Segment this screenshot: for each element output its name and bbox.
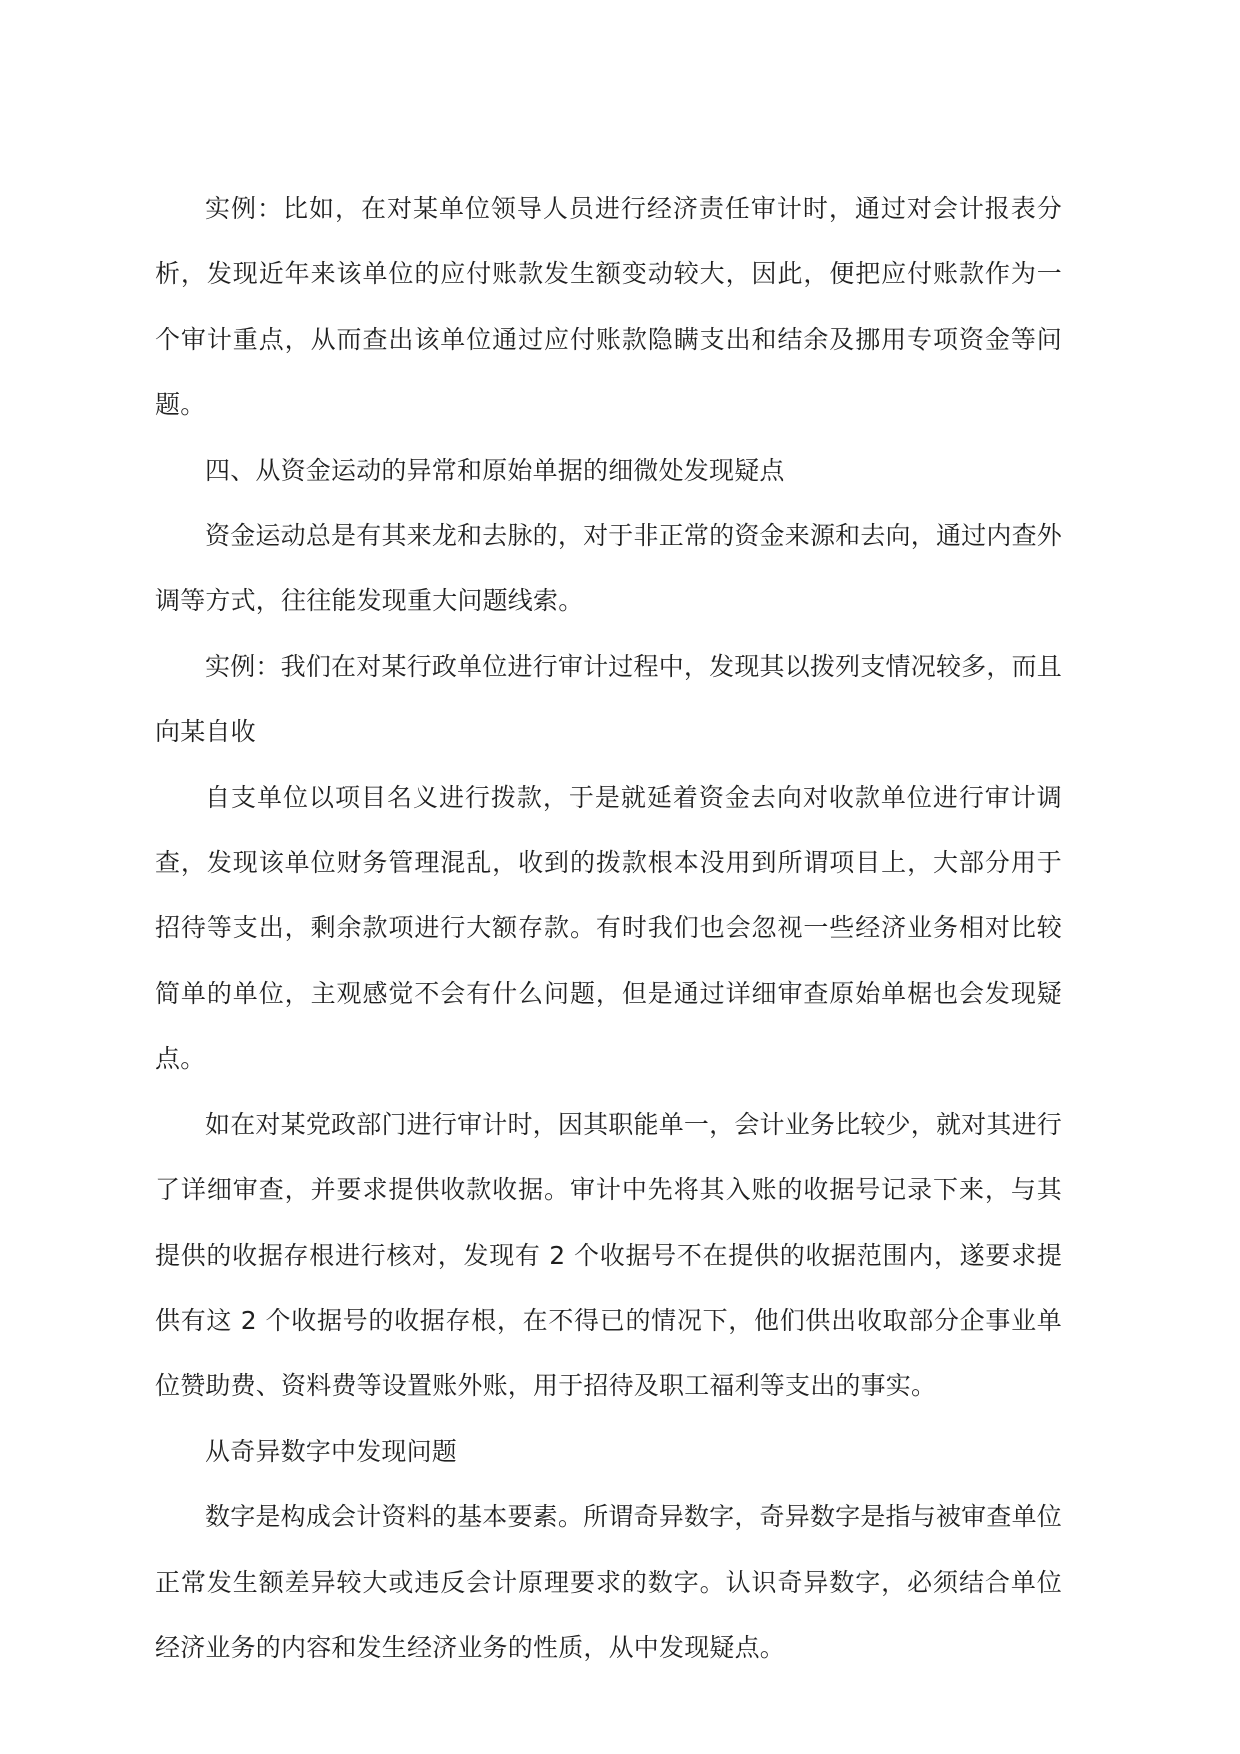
document-body [155, 176, 1062, 1680]
paragraph-example-payables: 实例：比如，在对某单位领导人员进行经济责任审计时，通过对会计报表分析，发现近年来该单位的应付账款发生额变动较大，因此，便把应付账款作为一个审计重点，从而查出该单位通过应付账款隐瞒支出和结余及挪用专项资金等问题。 [155, 194, 1062, 420]
section-heading-fund-movement: 四、从资金运动的异常和原始单据的细微处发现疑点 [205, 455, 785, 485]
paragraph-odd-numbers: 数字是构成会计资料的基本要素。所谓奇异数字，奇异数字是指与被审查单位正常发生额差异较大或违反会计原理要求的数字。认识奇异数字，必须结合单位经济业务的内容和发生经济业务的性质，从中发现疑点。 [155, 1502, 1062, 1662]
paragraph-receipt-audit: 如在对某党政部门进行审计时，因其职能单一，会计业务比较少，就对其进行了详细审查，并要求提供收款收据。审计中先将其入账的收据号记录下来，与其提供的收据存根进行核对，发现有 2 个收据号不在提供的收据范围内，遂要求提供有这 2 个收据号的收据存根，在不得已的情况下，他们供出收取部分企事业单位赞助费、资料费等设置账外账，用于招待及职工福利等支出的事实。 [155, 1109, 1062, 1401]
section-heading-odd-numbers: 从奇异数字中发现问题 [205, 1436, 458, 1466]
paragraph-fund-movement: 资金运动总是有其来龙和去脉的，对于非正常的资金来源和去向，通过内查外调等方式，往往能发现重大问题线索。 [155, 521, 1062, 616]
paragraph-example-allocation: 实例：我们在对某行政单位进行审计过程中，发现其以拨列支情况较多，而且向某自收 [155, 651, 1062, 747]
paragraph-self-funded-unit: 自支单位以项目名义进行拨款，于是就延着资金去向对收款单位进行审计调查，发现该单位财务管理混乱，收到的拨款根本没用到所谓项目上，大部分用于招待等支出，剩余款项进行大额存款。有时我们也会忽视一些经济业务相对比较简单的单位，主观感觉不会有什么问题，但是通过详细审查原始单椐也会发现疑点。 [155, 782, 1062, 1074]
